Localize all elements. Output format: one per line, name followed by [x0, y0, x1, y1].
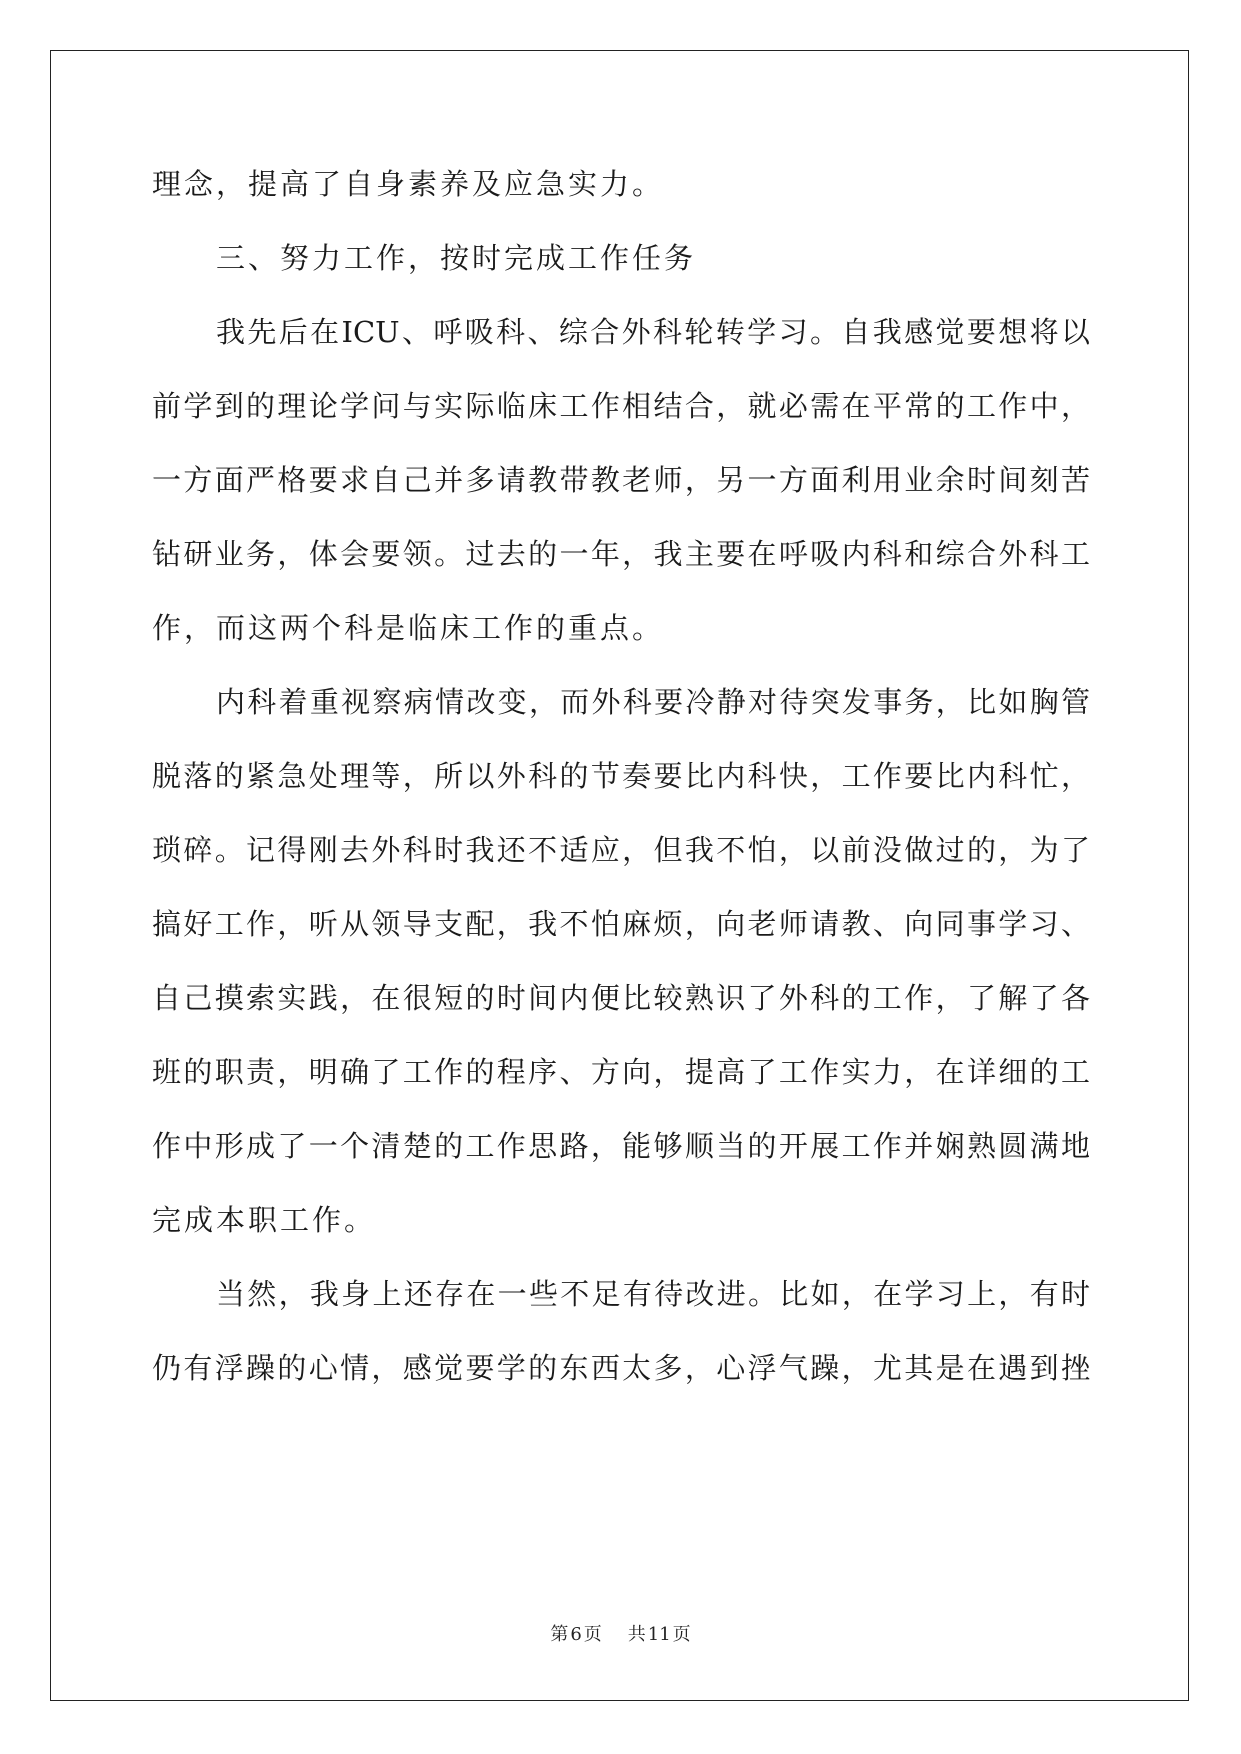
- text-line: 作，而这两个科是临床工作的重点。: [152, 611, 665, 645]
- text-line: 理念，提高了自身素养及应急实力。: [152, 167, 665, 201]
- total-pages: 11: [647, 1624, 671, 1645]
- text-line: 当然，我身上还存在一些不足有待改进。比如，在学习上，有时: [216, 1277, 1090, 1311]
- total-suffix: 页: [672, 1624, 691, 1645]
- page-prefix: 第: [550, 1624, 569, 1645]
- text-line: 钻研业务，体会要领。过去的一年，我主要在呼吸内科和综合外科工: [152, 537, 1090, 571]
- text-line: 我先后在ICU、呼吸科、综合外科轮转学习。自我感觉要想将以: [216, 315, 1090, 349]
- text-line: 前学到的理论学问与实际临床工作相结合，就必需在平常的工作中，: [152, 389, 1090, 423]
- text-line: 完成本职工作。: [152, 1203, 377, 1237]
- text-line: 内科着重视察病情改变，而外科要冷静对待突发事务，比如胸管: [216, 685, 1090, 719]
- text-line: 自己摸索实践，在很短的时间内便比较熟识了外科的工作，了解了各: [152, 981, 1090, 1015]
- text-line: 作中形成了一个清楚的工作思路，能够顺当的开展工作并娴熟圆满地: [152, 1129, 1090, 1163]
- page-number: 6: [570, 1624, 582, 1645]
- text-line: 脱落的紧急处理等，所以外科的节奏要比内科快，工作要比内科忙，: [152, 759, 1090, 793]
- page-border: [50, 50, 1189, 1701]
- text-line: 仍有浮躁的心情，感觉要学的东西太多，心浮气躁，尤其是在遇到挫: [152, 1351, 1090, 1385]
- text-line: 班的职责，明确了工作的程序、方向，提高了工作实力，在详细的工: [152, 1055, 1090, 1089]
- text-line: 搞好工作，听从领导支配，我不怕麻烦，向老师请教、向同事学习、: [152, 907, 1090, 941]
- text-line: 琐碎。记得刚去外科时我还不适应，但我不怕，以前没做过的，为了: [152, 833, 1090, 867]
- page-suffix: 页: [583, 1624, 602, 1645]
- page-footer: [0, 1620, 1241, 1646]
- section-heading: 三、努力工作，按时完成工作任务: [216, 241, 697, 275]
- text-line: 一方面严格要求自己并多请教带教老师，另一方面利用业余时间刻苦: [152, 463, 1090, 497]
- total-prefix: 共: [627, 1624, 646, 1645]
